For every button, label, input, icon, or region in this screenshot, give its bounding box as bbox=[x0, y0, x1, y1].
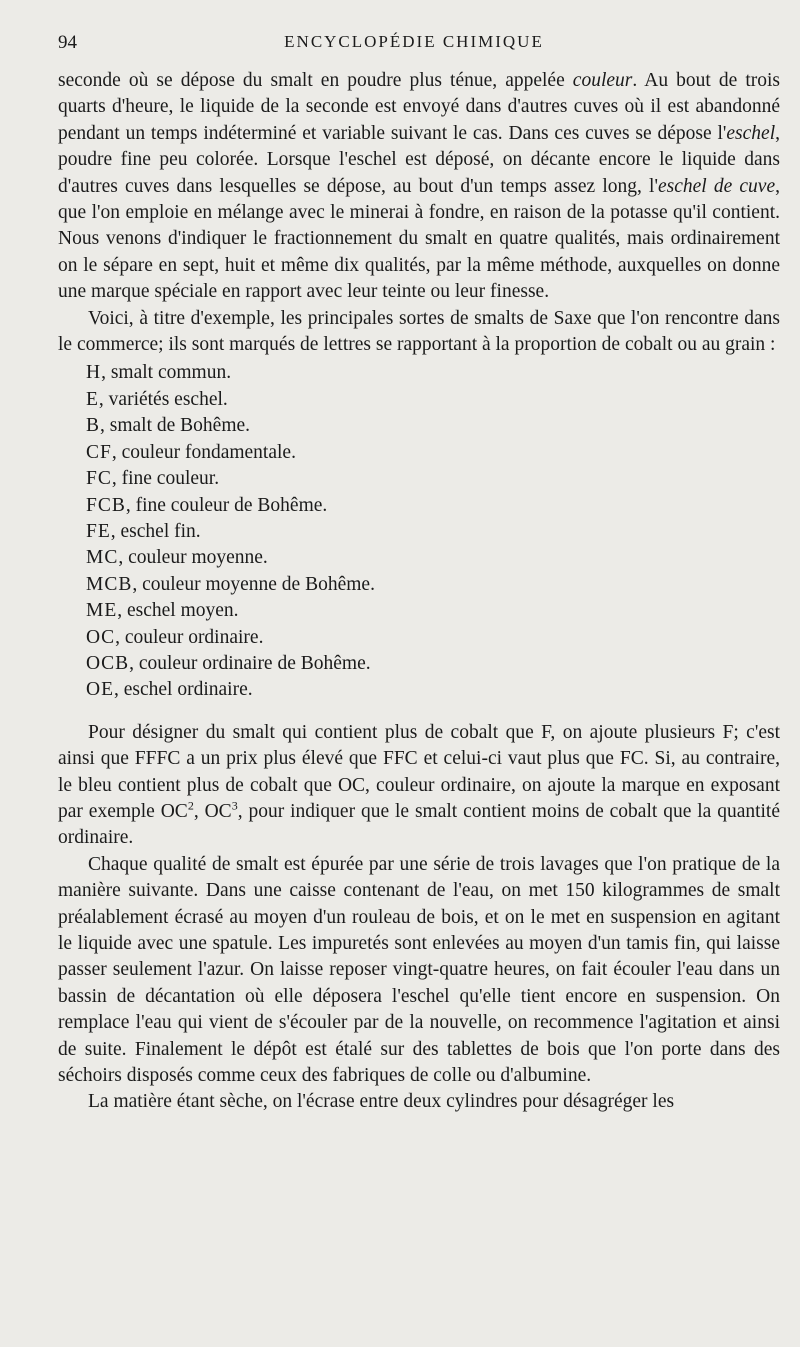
term-eschel: eschel bbox=[726, 122, 776, 144]
paragraph-drying: La matière étant sèche, on l'écrase entre deux cylindres pour désagréger les bbox=[88, 1091, 675, 1113]
grade-description: , smalt de Bohême. bbox=[100, 415, 251, 437]
grade-description: , couleur moyenne de Bohême. bbox=[132, 573, 375, 595]
list-item bbox=[86, 360, 780, 386]
text-run: , que l'on emploie en mélange avec le minerai à fondre, en raison de la potasse qu'il contient. Nous venons d'indiquer le fractionnement du smalt en quatre qualités, mais ordinairement on le sépare en sept, huit et même dix qualités, par la même méthode, auxquelles on donne une marque spéciale en rapport avec leur teinte ou leur finesse. bbox=[58, 175, 780, 303]
body-text bbox=[58, 68, 780, 1116]
grade-code: OE bbox=[86, 679, 114, 701]
grade-description: , variétés eschel. bbox=[98, 388, 228, 410]
grade-code: OCB bbox=[86, 652, 130, 674]
grade-description: , fine couleur de Bohême. bbox=[125, 494, 328, 516]
list-item bbox=[86, 572, 780, 598]
list-item bbox=[86, 677, 780, 703]
grade-code: MC bbox=[86, 547, 119, 569]
grade-code: MCB bbox=[86, 573, 133, 595]
grade-code: ME bbox=[86, 600, 118, 622]
grade-code: OC bbox=[86, 626, 116, 648]
term-couleur: couleur bbox=[572, 70, 633, 91]
text-run: , poudre fine peu colorée. Lorsque l'eschel est déposé, on décante encore le liquide dans d'autres cuves dans lesquelles se dépose, au bout d'un temps assez long, l' bbox=[58, 122, 780, 197]
grade-code: FCB bbox=[86, 494, 126, 516]
grade-code: H bbox=[86, 362, 102, 384]
grade-description: , couleur moyenne. bbox=[118, 547, 268, 569]
term-eschel-de-cuve: eschel de cuve bbox=[657, 175, 776, 197]
grade-code: FE bbox=[86, 520, 111, 542]
grade-description: , eschel fin. bbox=[110, 520, 201, 542]
grade-description: , couleur fondamentale. bbox=[111, 441, 296, 463]
paragraph-continuation bbox=[58, 68, 780, 306]
list-item bbox=[86, 651, 780, 677]
paragraph-washing: Chaque qualité de smalt est épurée par une série de trois lavages que l'on pratique de la manière suivante. Dans une caisse contenant de l'eau, on met 150 kilogrammes de smalt préalablement écrasé au moyen d'un rouleau de bois, et on le met en suspension en agitant le liquide avec une spatule. Les impuretés sont enlevées au moyen d'un tamis fin, qui laisse passer seulement l'azur. On laisse reposer vingt-quatre heures, on fait écouler l'eau dans un bassin de décantation où elle déposera l'eschel qu'elle tient encore en suspension. On remplace l'eau qui vient de s'écouler par de la nouvelle, on recommence l'agitation et ainsi de suite. Finalement le dépôt est étalé sur des tablettes de bois que l'on porte dans des séchoirs disposés comme ceux des fabriques de colle ou d'albumine. bbox=[58, 853, 780, 1087]
grade-code: E bbox=[86, 388, 99, 410]
list-item bbox=[86, 413, 780, 439]
grade-code: CF bbox=[86, 441, 112, 463]
superscript: 3 bbox=[231, 798, 238, 813]
page-number: 94 bbox=[58, 32, 77, 53]
running-title: ENCYCLOPÉDIE CHIMIQUE bbox=[284, 32, 544, 51]
text-run: Pour désigner du smalt qui contient plus de cobalt que F, on ajoute plusieurs F; c'est ainsi que FFFC a un prix plus élevé que FFC et celui-ci vaut plus que FC. Si, au contraire, le bleu contient plus de cobalt que OC, couleur ordinaire, on ajoute la marque en exposant par exemple OC bbox=[58, 721, 780, 822]
list-item bbox=[86, 519, 780, 545]
text-run: seconde où se dépose du smalt en poudre plus ténue, appelée bbox=[58, 70, 573, 91]
text-run: , OC bbox=[193, 800, 232, 822]
list-item bbox=[86, 493, 780, 519]
grade-code: B bbox=[86, 415, 101, 437]
grade-description: , fine couleur. bbox=[111, 468, 220, 490]
paragraph-marking bbox=[58, 720, 780, 852]
text-run: , pour indiquer que le smalt contient moins de cobalt que la quantité ordinaire. bbox=[58, 800, 781, 849]
grade-description: , eschel moyen. bbox=[117, 600, 239, 622]
smalt-grades-list bbox=[86, 360, 780, 703]
grade-description: , couleur ordinaire de Bohême. bbox=[129, 652, 371, 674]
grade-code: FC bbox=[86, 468, 112, 490]
grade-description: , smalt commun. bbox=[101, 362, 232, 384]
grade-description: , couleur ordinaire. bbox=[115, 626, 264, 648]
paragraph-intro-list: Voici, à titre d'exemple, les principales sortes de smalts de Saxe que l'on rencontre dans le commerce; ils sont marqués de lettres se rapportant à la proportion de cobalt ou au grain : bbox=[58, 307, 780, 356]
page-header bbox=[58, 32, 770, 56]
grade-description: , eschel ordinaire. bbox=[114, 679, 253, 701]
text-run: . Au bout de trois quarts d'heure, le liquide de la seconde est envoyé dans d'autres cuves où il est abandonné pendant un temps indéterminé et variable suivant le cas. Dans ces cuves se dépose l' bbox=[58, 70, 780, 144]
list-item bbox=[86, 440, 780, 466]
list-item bbox=[86, 387, 780, 413]
list-item bbox=[86, 545, 780, 571]
list-item bbox=[86, 466, 780, 492]
superscript: 2 bbox=[187, 798, 194, 813]
list-item bbox=[86, 625, 780, 651]
list-item bbox=[86, 598, 780, 624]
